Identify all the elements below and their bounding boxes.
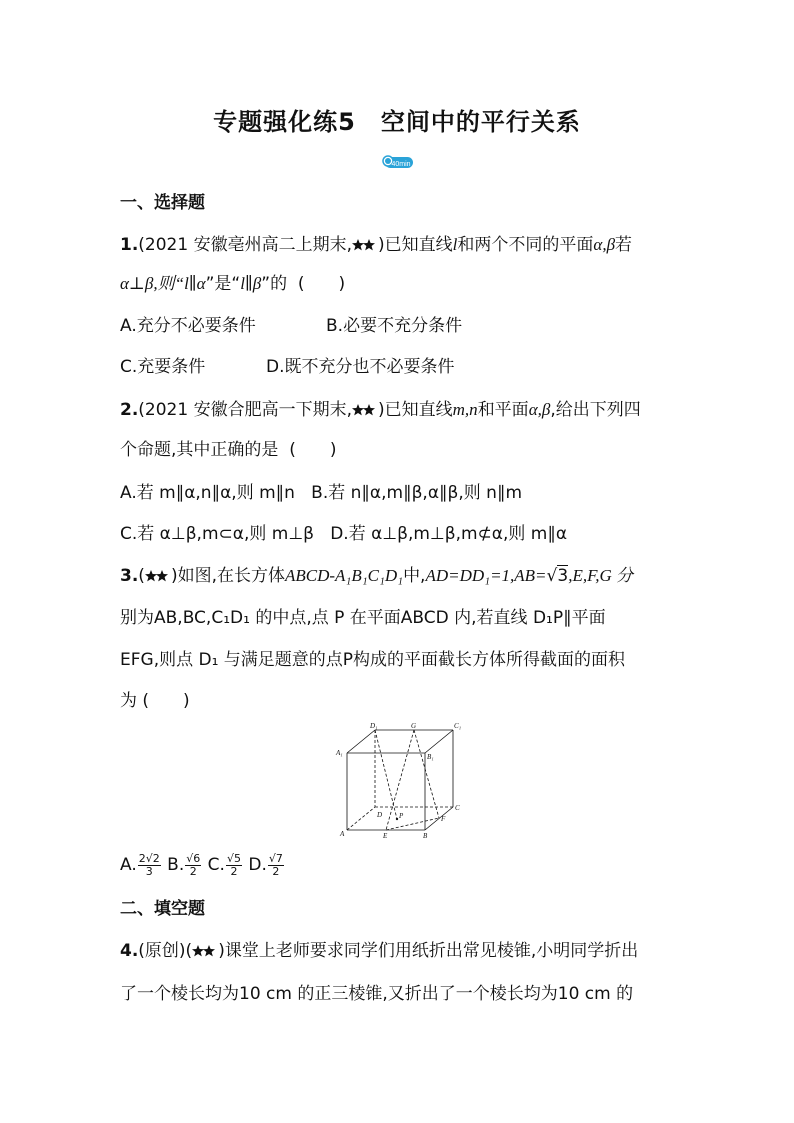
q2-number: 2.: [120, 400, 139, 420]
q1-line1: 1.(2021 安徽亳州高二上期末, )已知直线l和两个不同的平面α,β若: [120, 235, 633, 255]
q4-number: 4.: [120, 941, 139, 961]
q1-option-c: C.充要条件: [120, 357, 206, 377]
q2-option-b: B.若 n∥α,m∥β,α∥β,则 n∥m: [311, 483, 523, 503]
q3-option-a-fraction: $\frac{2√2}{3}$: [138, 851, 160, 878]
q3-answer-blank: ( ): [142, 691, 190, 711]
timer-label: 40min: [391, 161, 411, 168]
difficulty-star-icon: [192, 943, 218, 959]
svg-text:P: P: [399, 812, 404, 820]
q2-line1: 2.(2021 安徽合肥高一下期末, )已知直线m,n和平面α,β,给出下列四: [120, 400, 641, 420]
q1-option-b: B.必要不充分条件: [326, 316, 463, 336]
q3-option-c-fraction: $\frac{√5}{2}$: [226, 851, 241, 878]
q1-number: 1.: [120, 235, 139, 255]
page-title: 专题强化练5 空间中的平行关系: [213, 108, 581, 136]
svg-text:B₁: B₁: [427, 753, 434, 761]
q2-option-c: C.若 α⊥β,m⊂α,则 m⊥β: [120, 524, 314, 544]
q2-option-d: D.若 α⊥β,m⊥β,m⊄α,则 m∥α: [330, 524, 568, 544]
q2-answer-blank: ( ): [289, 440, 337, 460]
q2-options-ab: [120, 481, 522, 505]
svg-text:C: C: [455, 804, 460, 812]
q2-source: (2021 安徽合肥高一下期末,: [138, 400, 353, 420]
q3-line3: EFG,则点 D₁ 与满足题意的点P构成的平面截长方体所得截面的面积: [120, 650, 626, 670]
svg-text:C₁: C₁: [454, 722, 461, 730]
q3-line1: 3.( )如图,在长方体ABCD-A₁B₁C₁D₁中,AD=DD₁=1,AB=√3,E,F,G 分: [120, 566, 634, 586]
difficulty-star-icon: [352, 402, 378, 418]
svg-text:A₁: A₁: [336, 749, 343, 757]
svg-text:E: E: [383, 832, 388, 840]
section-fill: 二、填空题: [120, 899, 205, 919]
svg-text:G: G: [411, 722, 417, 730]
q2-option-a: A.若 m∥α,n∥α,则 m∥n: [120, 483, 295, 503]
svg-text:B: B: [423, 832, 428, 840]
timer-badge: [382, 153, 414, 169]
q2-options-cd: [120, 522, 567, 546]
q3-option-d-fraction: $\frac{√7}{2}$: [268, 851, 283, 878]
svg-text:D: D: [377, 811, 383, 819]
q3-line2: 别为AB,BC,C₁D₁ 的中点,点 P 在平面ABCD 内,若直线 D₁P∥平面: [120, 608, 606, 628]
cuboid-figure: [333, 722, 461, 840]
q4-line1: 4.(原创)( )课堂上老师要求同学们用纸折出常见棱锥,小明同学折出: [120, 941, 639, 961]
svg-text:D₁: D₁: [370, 722, 378, 730]
q3-options: A. $\frac{2√2}{3}$ B. $\frac{√6}{2}$ C. $\frac{√5}{2}$ D. $\frac{√7}{2}$: [120, 851, 283, 878]
q3-line4: 为 ( ): [120, 691, 190, 711]
q4-line2: 了一个棱长均为10 cm 的正三棱锥,又折出了一个棱长均为10 cm 的: [120, 984, 634, 1004]
q4-source: (原创)(: [138, 941, 193, 961]
q1-line2: α⊥β,则“l∥α”是“l∥β”的 ( ): [120, 274, 346, 294]
difficulty-star-icon: [145, 568, 171, 584]
q1-option-a: A.充分不必要条件: [120, 316, 256, 336]
q3-option-b-fraction: $\frac{√6}{2}$: [186, 851, 201, 878]
svg-text:A: A: [340, 830, 345, 838]
q1-option-d: D.既不充分也不必要条件: [266, 357, 455, 377]
svg-text:F: F: [441, 815, 446, 823]
q2-line2: 个命题,其中正确的是 ( ): [120, 440, 337, 460]
q1-options-ab: [120, 314, 463, 338]
q3-number: 3.: [120, 566, 139, 586]
q1-source: (2021 安徽亳州高二上期末,: [138, 235, 353, 255]
section-choice: 一、选择题: [120, 193, 205, 213]
difficulty-star-icon: [352, 237, 378, 253]
q1-options-cd: [120, 355, 455, 379]
q1-answer-blank: ( ): [297, 274, 346, 294]
